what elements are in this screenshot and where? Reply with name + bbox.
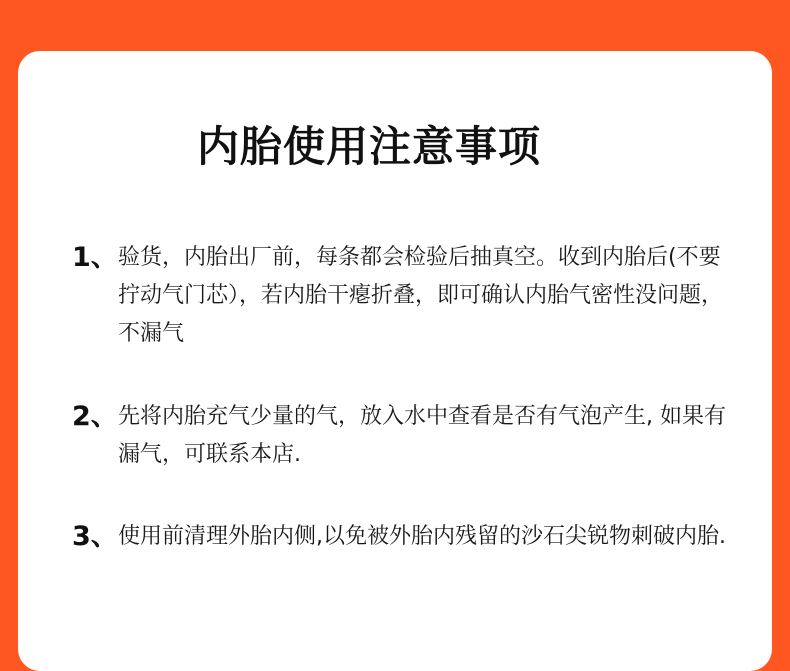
page-title: 内胎使用注意事项 <box>196 122 541 171</box>
item-number: 2、 <box>72 401 118 432</box>
item-text: 使用前清理外胎内侧,以免被外胎内残留的沙石尖锐物刺破内胎. <box>118 524 726 549</box>
item-text: 验货，内胎出厂前，每条都会检验后抽真空。收到内胎后(不要拧动气门芯），若内胎干瘪折叠，即可确认内胎气密性没问题，不漏气 <box>118 245 724 346</box>
item-number: 1、 <box>72 242 118 273</box>
item-text: 先将内胎充气少量的气，放入水中查看是否有气泡产生, 如果有漏气，可联系本店. <box>118 404 726 467</box>
item-number: 3、 <box>72 521 118 552</box>
